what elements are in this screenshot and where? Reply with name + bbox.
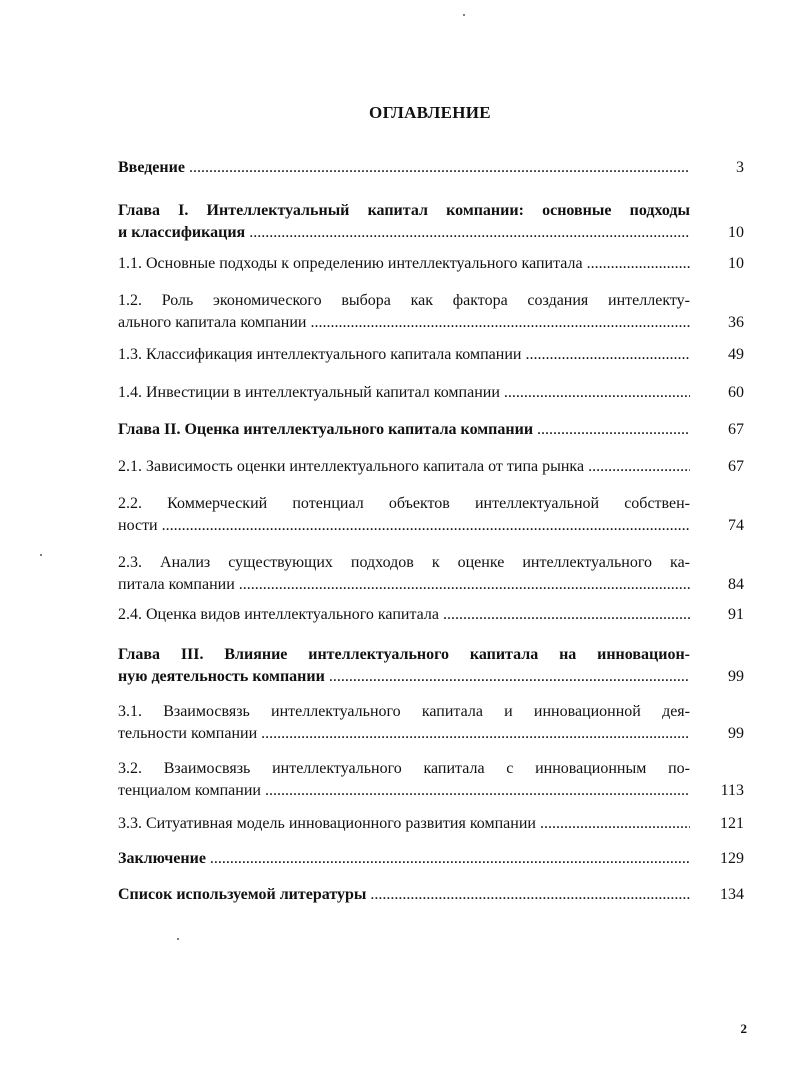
scan-speck xyxy=(177,938,179,940)
toc-page-number: 99 xyxy=(728,725,744,742)
scan-speck xyxy=(463,14,465,16)
toc-page-number: 49 xyxy=(728,346,744,363)
toc-entry-line: ности ..... xyxy=(118,515,690,537)
toc-page-number: 67 xyxy=(728,458,744,475)
toc-entry-line: питала компании ..... xyxy=(118,574,690,596)
toc-entry-line: Заключение ..... xyxy=(118,848,690,870)
toc-page-number: 99 xyxy=(728,668,744,685)
toc-entry-section-1-2[interactable] xyxy=(118,290,744,334)
toc-entry-line: и классификация ..... xyxy=(118,222,690,244)
toc-entry-line: 3.1. Взаимосвязь интеллектуального капитала и инновационной дея- xyxy=(118,703,690,720)
toc-entry-line: 1.1. Основные подходы к определению интеллектуального капитала ..... xyxy=(118,253,690,275)
toc-entry-line: 3.3. Ситуативная модель инновационного развития компании ..... xyxy=(118,813,690,835)
toc-entry-line: 2.1. Зависимость оценки интеллектуального капитала от типа рынка ..... xyxy=(118,456,690,478)
page-title: ОГЛАВЛЕНИЕ xyxy=(369,103,491,122)
toc-entry-section-1-3[interactable] xyxy=(118,344,744,366)
toc-page-number: 10 xyxy=(728,224,744,241)
toc-entry-line: Глава II. Оценка интеллектуального капитала компании ..... xyxy=(118,419,690,441)
toc-entry-chapter-3[interactable] xyxy=(118,644,744,688)
toc-entry-section-1-4[interactable] xyxy=(118,382,744,404)
toc-entry-section-3-1[interactable] xyxy=(118,701,744,745)
toc-entry-line: ную деятельность компании ..... xyxy=(118,666,690,688)
toc-entry-section-2-3[interactable] xyxy=(118,552,744,596)
toc-page-number: 84 xyxy=(728,576,744,593)
toc-entry-line: 1.2. Роль экономического выбора как фактора создания интеллекту- xyxy=(118,292,690,309)
toc-entry-line: тенциалом компании ..... xyxy=(118,780,690,802)
toc-entry-line: 1.3. Классификация интеллектуального капитала компании ..... xyxy=(118,344,690,366)
toc-entry-line: 2.2. Коммерческий потенциал объектов интеллектуальной собствен- xyxy=(118,495,690,512)
toc-page-number: 134 xyxy=(720,886,744,903)
toc-page-number: 67 xyxy=(728,421,744,438)
toc-entry-line: 2.3. Анализ существующих подходов к оценке интеллектуального ка- xyxy=(118,554,690,571)
toc-entry-section-3-3[interactable] xyxy=(118,813,744,835)
toc-entry-line: 3.2. Взаимосвязь интеллектуального капитала с инновационным по- xyxy=(118,760,690,777)
toc-entry-section-1-1[interactable] xyxy=(118,253,744,275)
toc-entry-line: Глава III. Влияние интеллектуального капитала на инновацион- xyxy=(118,646,690,663)
toc-entry-line: ального капитала компании ..... xyxy=(118,312,690,334)
toc-entry-chapter-1[interactable] xyxy=(118,200,744,244)
toc-entry-line: Введение ..... xyxy=(118,157,690,179)
toc-entry-line: 2.4. Оценка видов интеллектуального капитала ..... xyxy=(118,604,690,626)
toc-entry-section-2-4[interactable] xyxy=(118,604,744,626)
toc-page-number: 36 xyxy=(728,314,744,331)
toc-entry-section-2-2[interactable] xyxy=(118,493,744,537)
toc-page-number: 129 xyxy=(720,850,744,867)
toc-page-number: 121 xyxy=(720,815,744,832)
toc-entry-bibliography[interactable] xyxy=(118,884,744,906)
toc-entry-line: тельности компании ..... xyxy=(118,723,690,745)
toc-entry-conclusion[interactable] xyxy=(118,848,744,870)
toc-entry-line: 1.4. Инвестиции в интеллектуальный капитал компании ..... xyxy=(118,382,690,404)
toc-entry-section-3-2[interactable] xyxy=(118,758,744,802)
toc-page-number: 60 xyxy=(728,384,744,401)
toc-entry-line: Список используемой литературы ..... xyxy=(118,884,690,906)
toc-entry-chapter-2[interactable] xyxy=(118,419,744,441)
toc-entry-introduction[interactable] xyxy=(118,157,744,179)
toc-page-number: 74 xyxy=(728,517,744,534)
toc-page-number: 113 xyxy=(720,782,744,799)
toc-page-number: 3 xyxy=(736,159,744,176)
toc-page-number: 91 xyxy=(728,606,744,623)
toc-entry-section-2-1[interactable] xyxy=(118,456,744,478)
toc-page-number: 10 xyxy=(728,255,744,272)
page-number: 2 xyxy=(740,1021,747,1036)
toc-entry-line: Глава I. Интеллектуальный капитал компании: основные подходы xyxy=(118,202,690,219)
scan-speck xyxy=(40,554,42,556)
